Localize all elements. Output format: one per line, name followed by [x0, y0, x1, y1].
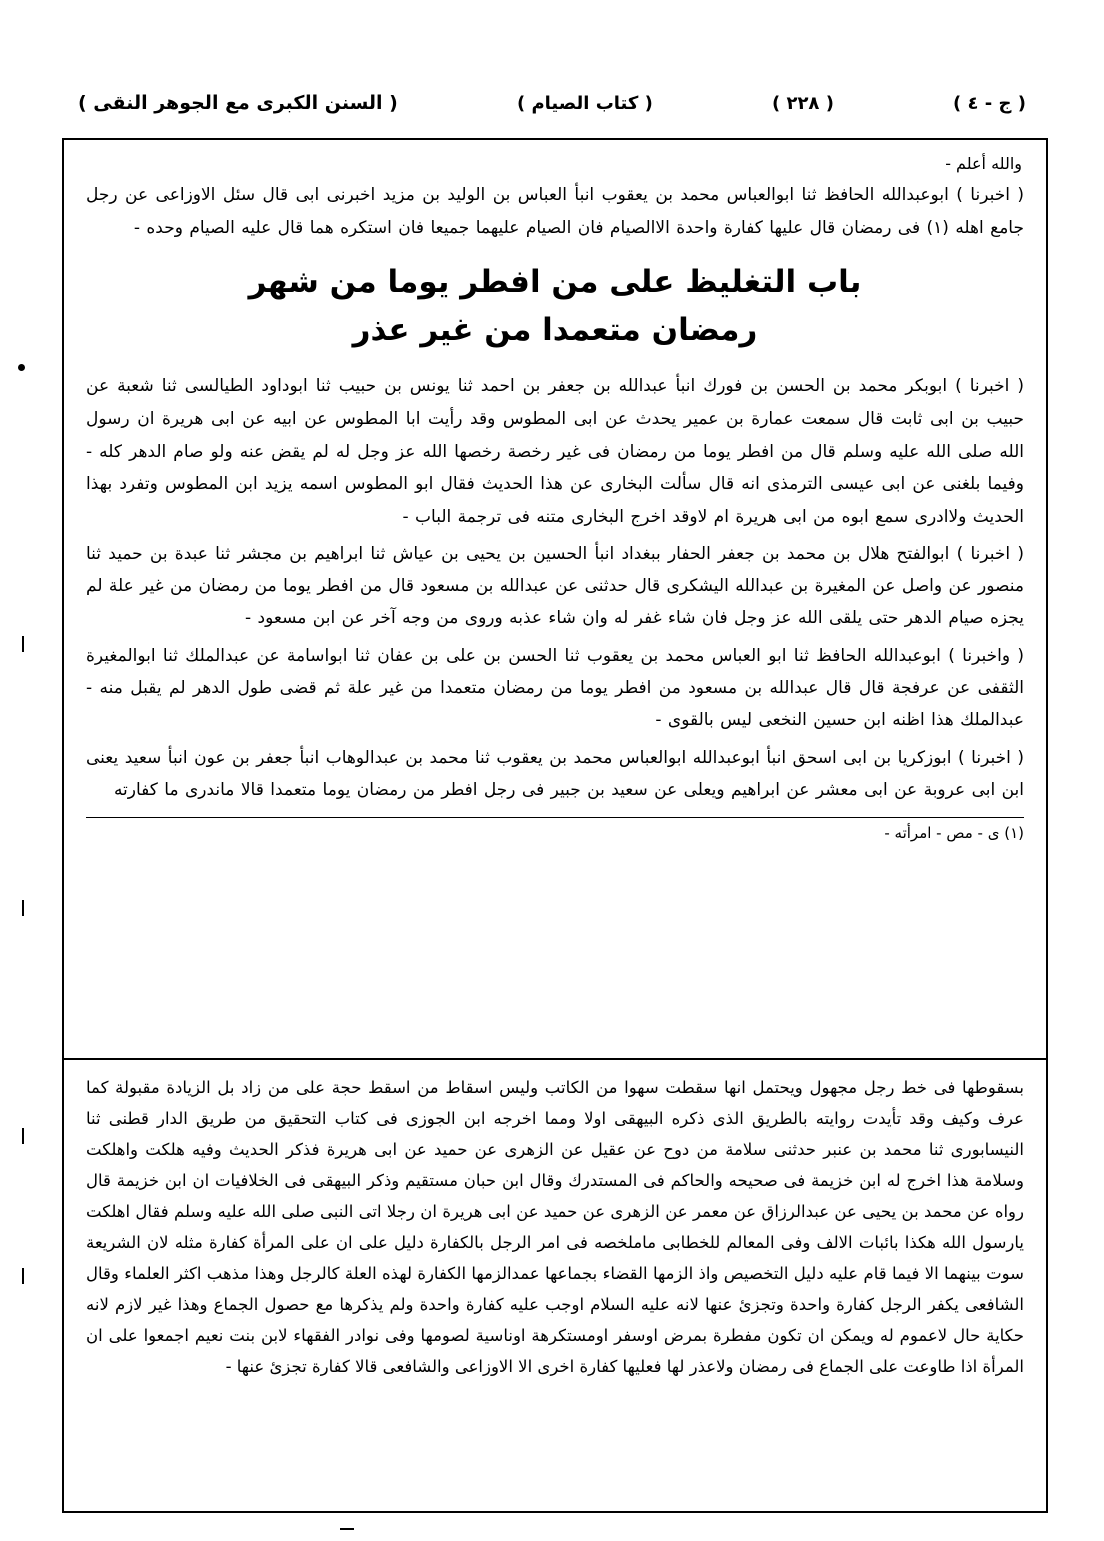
commentary-text: بسقوطها فى خط رجل مجهول ويحتمل انها سقطت سهوا من الكاتب وليس اسقاط من اسقط حجة على من زاد بل الزيادة مقبولة كما عرف وكيف وقد تأيدت روايته بالطريق الذى ذكره البيهقى اولا ومما اخرجه ابن الجوزى فى كتاب التحقيق من طريق الدار قطنى ثنا النيسابورى ثنا محمد بن عنبر حدثنى سلامة من دوح عن عقيل عن الزهرى عن حميد عن ابى هريرة فذكر الحديث وفيه هلكت واهلكت وسلامة هذا اخرج له ابن خزيمة فى صحيحه والحاكم فى المستدرك وقال ابن حبان مستقيم وذكر البيهقى فى الخلافيات ان ابن خزيمة قال رواه عن محمد بن يحيى عن عبدالرزاق عن معمر عن الزهرى عن حميد عن ابى هريرة ان رجلا اتى النبى صلى الله عليه وسلم فقال اهلكت يارسول الله هكذا بائبات الالف وفى المعالم للخطابى ماملخصه فى امر الرجل بالكفارة دليل على ان على المرأة كفارة مثله لان الشريعة سوت بينهما الا فيما قام عليه دليل التخصيص واذ الزمها القضاء بجماعها عمدالزمها الكفارة لهذه العلة كالرجل وهذا مذهب اكثر العلماء وقال الشافعى يكفر الرجل كفارة واحدة وتجزئ عنها لانه عليه السلام اوجب عليه كفارة واحدة ولم يذكرها مع حصول الجماع وهذا غير لازم لانه حكاية حال لاعموم له ويمكن ان تكون مفطرة بمرض اوسفر اومستكرهة اوناسية لصومها وفى نوادر الفقهاء لابن بنت نعيم اجمعوا على ان المرأة اذا طاوعت على الجماع فى رمضان ولاعذر لها فعليها كفارة اخرى الا الاوزاعى والشافعى قالا كفارة تجزئ عنها - [86, 1078, 1024, 1377]
chapter-heading-line-2: رمضان متعمدا من غير عذر [352, 312, 758, 349]
hadith-paragraph-3: ( اخبرنا ) ابوالفتح هلال بن محمد بن جعفر الحفار ببغداد انبأ الحسين بن يحيى بن عياش ثنا ابراهيم بن مجشر ثنا عبدة بن حميد ثنا منصور عن واصل عن المغيرة بن عبدالله اليشكرى قال حدثنى عن عبدالله بن مسعود قال من افطر يوما من رمضان من غير علة لم يجزه صيام الدهر حتى يلقى الله عز وجل فان شاء غفر له وان شاء عذبه وروى من وجه آخر عن ابن مسعود - [86, 544, 1024, 629]
footnote-text: (١) ى - مص - امرأته - [884, 824, 1024, 843]
running-header [78, 86, 1026, 120]
bottom-edge-mark [340, 1528, 354, 1530]
hadith-paragraph-1: ( اخبرنا ) ابوعبدالله الحافظ ثنا ابوالعباس محمد بن يعقوب انبأ العباس بن الوليد بن مزيد اخبرنى ابى قال سئل الاوزاعى عن رجل جامع اهله (١) فى رمضان قال عليها كفارة واحدة الاالصيام فان الصيام عليهما جميعا فان استكره هما قال عليه الصيام وحده - [86, 185, 1024, 238]
margin-tick-mark [22, 1268, 24, 1284]
chapter-heading-line-1: باب التغليظ على من افطر يوما من شهر [248, 264, 862, 301]
footnote-divider [86, 817, 1024, 818]
header-kitab-title: ( كتاب الصيام ) [516, 92, 653, 114]
header-page-number: ( ٢٢٨ ) [771, 92, 834, 114]
opening-line: والله أعلم - [945, 154, 1022, 173]
commentary-frame [62, 1058, 1048, 1513]
hadith-paragraph-4: ( واخبرنا ) ابوعبدالله الحافظ ثنا ابو العباس محمد بن يعقوب ثنا الحسن بن على بن عفان ثنا ابواسامة عن عبدالملك ثنا ابوالمغيرة الثقفى عن عرفجة قال قال عبدالله بن مسعود من افطر يوما من رمضان متعمدا من غير علة ثم قضى طول الدهر لم يقبل منه - عبدالملك هذا اظنه ابن حسين النخعى ليس بالقوى - [86, 646, 1024, 731]
chapter-heading [86, 258, 1024, 354]
hadith-paragraph-2: ( اخبرنا ) ابوبكر محمد بن الحسن بن فورك انبأ عبدالله بن جعفر بن احمد ثنا يونس بن حبيب ثنا ابوداود الطيالسى ثنا شعبة عن حبيب بن ابى ثابت قال سمعت عمارة بن عمير يحدث عن ابى المطوس وقد رأيت ابا المطوس عن ابيه عن ابى هريرة ان رسول الله صلى الله عليه وسلم قال من افطر يوما من رمضان فى غير رخصة رخصها الله عز وجل له لم يقض عنه ولو صام الدهر كله - وفيما بلغنى عن ابى عيسى الترمذى انه قال سألت البخارى عن هذا الحديث فقال ابو المطوس اسمه يزيد ابن المطوس وتفرد بهذا الحديث ولاادرى سمع ابوه من ابى هريرة ام لاوقد اخرج البخارى متنه فى ترجمة الباب - [86, 376, 1024, 527]
margin-tick-mark [22, 900, 24, 916]
hadith-paragraph-5: ( اخبرنا ) ابوزكريا بن ابى اسحق انبأ ابوعبدالله ابوالعباس محمد بن يعقوب ثنا محمد بن عبدالوهاب انبأ جعفر بن عون انبأ سعيد يعنى ابن ابى عروبة عن ابى معشر عن ابراهيم ويعلى عن سعيد بن جبير فى رجل افطر من رمضان يوما متعمدا قالا ماندرى ما كفارته [86, 748, 1024, 801]
margin-tick-mark [22, 1128, 24, 1144]
margin-dot-mark [18, 364, 25, 371]
header-volume: ( ج - ٤ ) [953, 92, 1026, 114]
header-book-title: ( السنن الكبرى مع الجوهر النقى ) [78, 92, 398, 114]
margin-tick-mark [22, 636, 24, 652]
